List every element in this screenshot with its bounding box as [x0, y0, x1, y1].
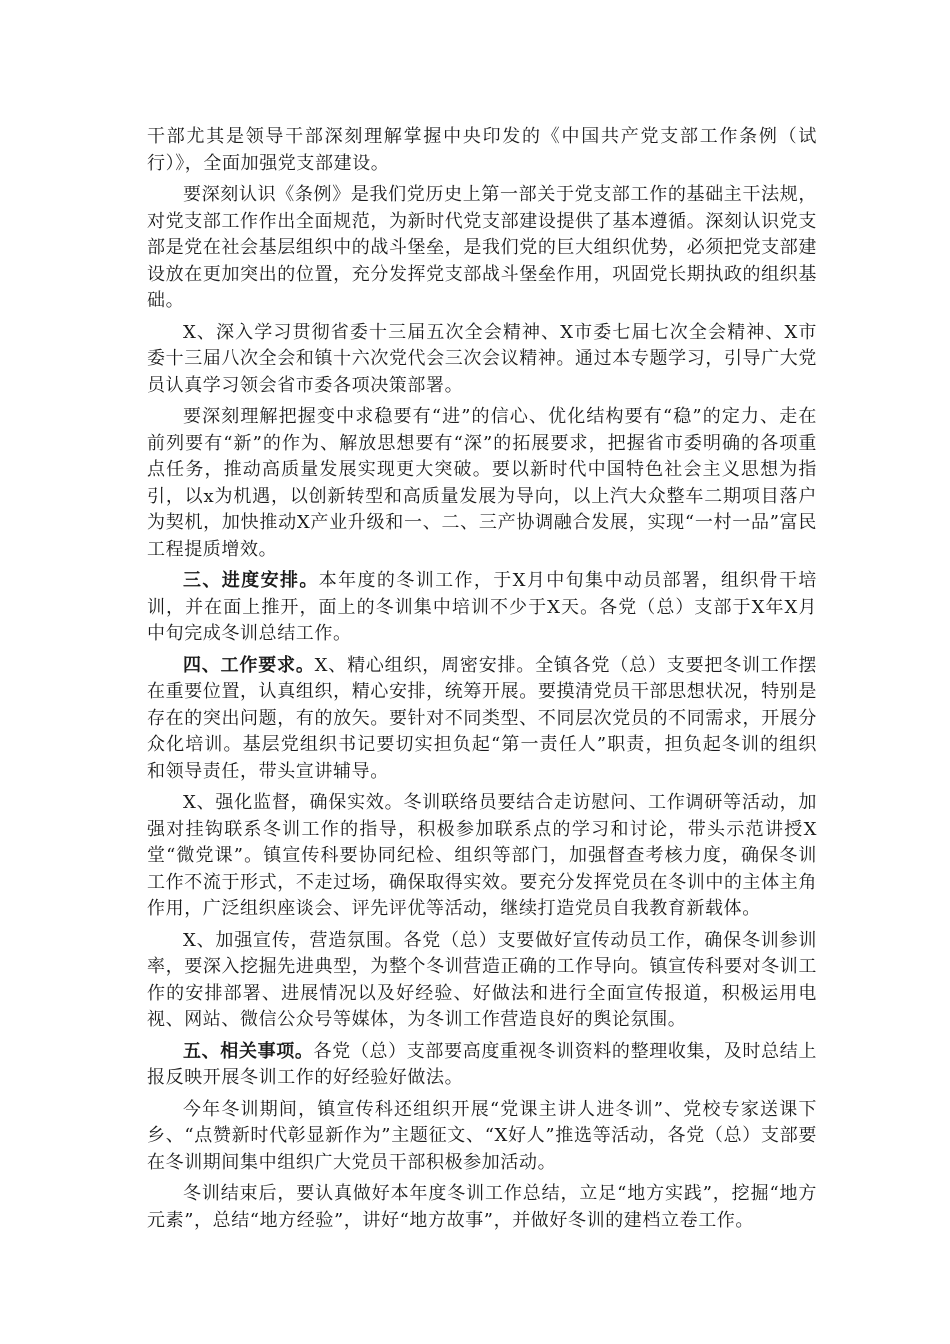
paragraph-9-text: 各党（总）支部要高度重视冬训资料的整理收集，及时总结上报反映开展冬训工作的好经验好做法。	[147, 1040, 817, 1088]
section-5-heading: 五、相关事项。	[183, 1040, 314, 1062]
paragraph-7-text: X、强化监督，确保实效。冬训联络员要结合走访慰问、工作调研等活动，加强对挂钩联系冬训工作的指导，积极参加联系点的学习和讨论，带头示范讲授X堂“微党课”。镇宣传科要协同纪检、组织等部门，加强督查考核力度，确保冬训工作不流于形式，不走过场，确保取得实效。要充分发挥党员在冬训中的主体主角作用，广泛组织座谈会、评先评优等活动，继续打造党员自我教育新载体。	[147, 792, 817, 919]
paragraph-9	[147, 1039, 817, 1092]
paragraph-7	[147, 790, 817, 923]
paragraph-8-text: X、加强宣传，营造氛围。各党（总）支要做好宣传动员工作，确保冬训参训率，要深入挖掘先进典型，为整个冬训营造正确的工作导向。镇宣传科要对冬训工作的安排部署、进展情况以及好经验、好做法和进行全面宣传报道，积极运用电视、网站、微信公众号等媒体，为冬训工作营造良好的舆论氛围。	[147, 929, 817, 1030]
paragraph-10-text: 今年冬训期间，镇宣传科还组织开展“党课主讲人进冬训”、党校专家送课下乡、“点赞新时代彰显新作为”主题征文、“X好人”推选等活动，各党（总）支部要在冬训期间集中组织广大党员干部积极参加活动。	[147, 1098, 817, 1173]
paragraph-11-text: 冬训结束后，要认真做好本年度冬训工作总结，立足“地方实践”，挖掘“地方元素”，总结“地方经验”，讲好“地方故事”，并做好冬训的建档立卷工作。	[147, 1183, 817, 1231]
paragraph-5	[147, 568, 817, 648]
section-4-heading: 四、工作要求。	[183, 654, 315, 676]
paragraph-10	[147, 1097, 817, 1177]
paragraph-5-text: 本年度的冬训工作，于X月中旬集中动员部署，组织骨干培训，并在面上推开，面上的冬训集中培训不少于X天。各党（总）支部于X年X月中旬完成冬训总结工作。	[147, 570, 817, 644]
paragraph-4-text: 要深刻理解把握变中求稳要有“进”的信心、优化结构要有“稳”的定力、走在前列要有“新”的作为、解放思想要有“深”的拓展要求，把握省市委明确的各项重点任务，推动高质量发展实现更大突破。要以新时代中国特色社会主义思想为指引，以x为机遇，以创新转型和高质量发展为导向，以上汽大众整车二期项目落户为契机，加快推动X产业升级和一、二、三产协调融合发展，实现“一村一品”富民工程提质增效。	[147, 406, 817, 560]
paragraph-8	[147, 928, 817, 1034]
paragraph-1	[147, 124, 817, 177]
paragraph-1-text: 干部尤其是领导干部深刻理解掌握中央印发的《中国共产党支部工作条例（试行）》，全面加强党支部建设。	[147, 126, 817, 174]
paragraph-6-text: X、精心组织，周密安排。全镇各党（总）支要把冬训工作摆在重要位置，认真组织，精心安排，统筹开展。要摸清党员干部思想状况，特别是存在的突出问题，有的放矢。要针对不同类型、不同层次党员的不同需求，开展分众化培训。基层党组织书记要切实担负起“第一责任人”职责，担负起冬训的组织和领导责任，带头宣讲辅导。	[147, 654, 817, 782]
paragraph-4	[147, 404, 817, 563]
document-body	[147, 124, 817, 1239]
paragraph-3-text: X、深入学习贯彻省委十三届五次全会精神、X市委七届七次全会精神、X市委十三届八次全会和镇十六次党代会三次会议精神。通过本专题学习，引导广大党员认真学习领会省市委各项决策部署。	[147, 321, 817, 396]
paragraph-6	[147, 653, 817, 786]
paragraph-2-text: 要深刻认识《条例》是我们党历史上第一部关于党支部工作的基础主干法规，对党支部工作作出全面规范，为新时代党支部建设提供了基本遵循。深刻认识党支部是党在社会基层组织中的战斗堡垒，是我们党的巨大组织优势，必须把党支部建设放在更加突出的位置，充分发挥党支部战斗堡垒作用，巩固党长期执政的组织基础。	[147, 184, 817, 311]
paragraph-11	[147, 1181, 817, 1234]
section-3-heading: 三、进度安排。	[183, 570, 319, 591]
paragraph-3	[147, 320, 817, 400]
paragraph-2	[147, 182, 817, 315]
